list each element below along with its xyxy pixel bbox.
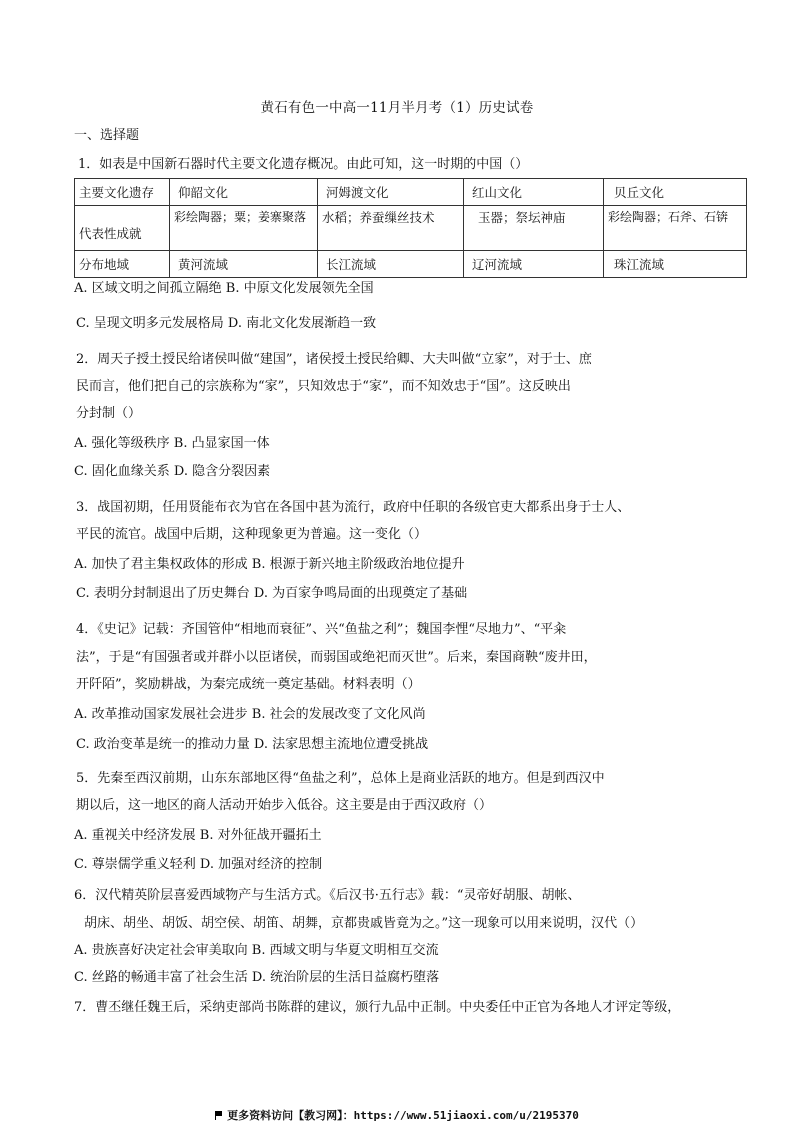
table-cell: 彩绘陶器；石斧、石锛 xyxy=(604,206,747,251)
question-4-line-3: 开阡陌”，奖励耕战，为秦完成统一奠定基础。材料表明（） xyxy=(76,677,421,692)
table-cell: 河姆渡文化 xyxy=(318,179,464,206)
question-3-line-2: 平民的流官。战国中后期，这种现象更为普遍。这一变化（） xyxy=(76,527,428,542)
question-4-line-2: 法”，于是“有国强者或并群小以臣诸侯，而弱国或绝祀而灭世”。后来，秦国商鞅“废井田， xyxy=(76,650,597,665)
table-cell: 辽河流域 xyxy=(464,251,604,278)
table-cell: 分布地域 xyxy=(75,251,170,278)
culture-table xyxy=(74,178,747,278)
question-5-line-2: 期以后，这一地区的商人活动开始步入低谷。这主要是由于西汉政府（） xyxy=(76,798,493,813)
table-row xyxy=(75,251,747,278)
table-cell: 红山文化 xyxy=(464,179,604,206)
table-row xyxy=(75,206,747,251)
table-cell: 主要文化遗存 xyxy=(75,179,170,206)
footer-link-line[interactable] xyxy=(0,1107,794,1123)
question-6-line-2: 胡床、胡坐、胡饭、胡空侯、胡笛、胡舞，京都贵戚皆竟为之。”这一现象可以用来说明，汉代（） xyxy=(84,916,644,931)
question-1-options-ab: A. 区域文明之间孤立隔绝 B. 中原文化发展领先全国 xyxy=(74,281,374,296)
flag-icon xyxy=(215,1111,223,1120)
question-2-options-cd: C. 固化血缘关系 D. 隐含分裂因素 xyxy=(74,464,271,479)
section-heading: 一、选择题 xyxy=(74,128,140,143)
table-cell: 珠江流域 xyxy=(604,251,747,278)
table-cell: 黄河流域 xyxy=(170,251,318,278)
question-5-options-cd: C. 尊崇儒学重义轻利 D. 加强对经济的控制 xyxy=(74,857,323,872)
question-5-options-ab: A. 重视关中经济发展 B. 对外征战开疆拓土 xyxy=(74,828,322,843)
question-3-options-ab: A. 加快了君主集权政体的形成 B. 根源于新兴地主阶级政治地位提升 xyxy=(74,557,465,572)
question-5-line-1: 5．先秦至西汉前期，山东东部地区得“鱼盐之利”，总体上是商业活跃的地方。但是到西汉中 xyxy=(76,771,605,786)
exam-title: 黄石有色一中高一11月半月考（1）历史试卷 xyxy=(260,100,534,116)
question-1-options-cd: C. 呈现文明多元发展格局 D. 南北文化发展渐趋一致 xyxy=(76,316,377,331)
question-2-line-1: 2．周天子授土授民给诸侯叫做“建国”，诸侯授土授民给卿、大夫叫做“立家”，对于士、庶 xyxy=(76,352,592,367)
table-cell: 彩绘陶器；粟；姜寨聚落 xyxy=(170,206,318,251)
table-cell: 代表性成就 xyxy=(75,206,170,251)
table-row xyxy=(75,179,747,206)
question-6-options-ab: A. 贵族喜好决定社会审美取向 B. 西域文明与华夏文明相互交流 xyxy=(74,943,439,958)
question-2-line-2: 民而言，他们把自己的宗族称为“家”，只知效忠于“家”，而不知效忠于“国”。这反映出 xyxy=(76,379,571,394)
footer-text[interactable]: 更多资料访问【教习网】：https://www.51jiaoxi.com/u/2195370 xyxy=(227,1109,579,1122)
table-cell: 仰韶文化 xyxy=(170,179,318,206)
question-2-options-ab: A. 强化等级秩序 B. 凸显家国一体 xyxy=(74,436,270,451)
question-6-line-1: 6．汉代精英阶层喜爱西域物产与生活方式。《后汉书·五行志》载：“灵帝好胡服、胡帐、 xyxy=(74,888,581,903)
table-cell: 玉器；祭坛神庙 xyxy=(464,206,604,251)
question-4-line-1: 4．《史记》记载：齐国管仲“相地而衰征”、兴“鱼盐之利”；魏国李悝“尽地力”、“平籴 xyxy=(76,622,567,637)
question-1-line-1: 1．如表是中国新石器时代主要文化遗存概况。由此可知，这一时期的中国（） xyxy=(78,157,529,172)
question-4-options-ab: A. 改革推动国家发展社会进步 B. 社会的发展改变了文化风尚 xyxy=(74,707,426,722)
question-2-line-3: 分封制（） xyxy=(76,406,142,421)
table-cell: 长江流域 xyxy=(318,251,464,278)
question-7-line-1: 7．曹丕继任魏王后，采纳吏部尚书陈群的建议，颁行九品中正制。中央委任中正官为各地人才评定等级， xyxy=(74,1000,681,1015)
table-cell: 贝丘文化 xyxy=(604,179,747,206)
table-cell: 水稻；养蚕缫丝技术 xyxy=(318,206,464,251)
question-3-options-cd: C. 表明分封制退出了历史舞台 D. 为百家争鸣局面的出现奠定了基础 xyxy=(76,586,468,601)
question-3-line-1: 3．战国初期，任用贤能布衣为官在各国中甚为流行，政府中任职的各级官吏大都系出身于士人、 xyxy=(76,500,631,515)
question-6-options-cd: C. 丝路的畅通丰富了社会生活 D. 统治阶层的生活日益腐朽堕落 xyxy=(74,970,440,985)
question-4-options-cd: C. 政治变革是统一的推动力量 D. 法家思想主流地位遭受挑战 xyxy=(76,737,429,752)
